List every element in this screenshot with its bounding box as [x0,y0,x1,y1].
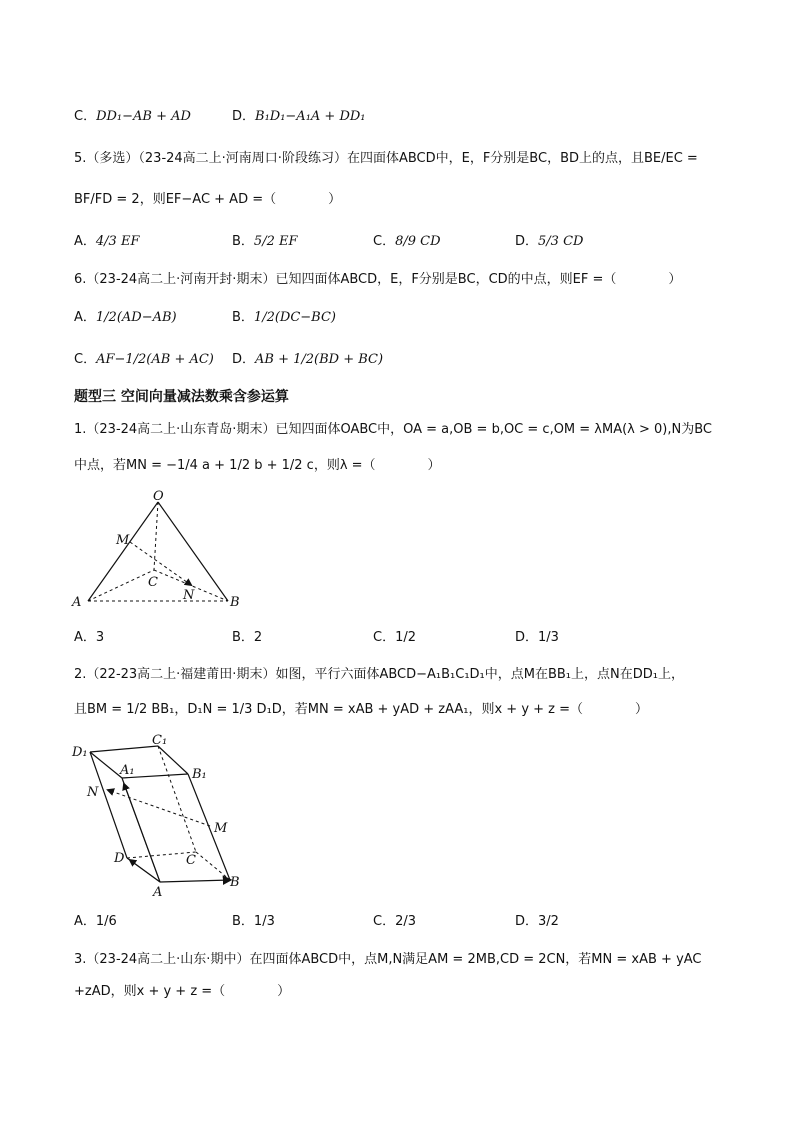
label-b: B [230,595,240,610]
q6-option-d[interactable] [232,350,383,370]
option-label: C． [373,234,396,249]
option-expr: 1/2(DC−BC) [253,310,336,325]
option-label: B． [232,310,254,325]
option-label: C． [373,914,396,929]
q4-option-c[interactable] [74,107,191,127]
option-expr: 3/2 [538,914,559,929]
option-label: D． [232,109,256,124]
label-m: M [214,821,228,836]
q4-option-d[interactable] [232,107,366,127]
section-title: 题型三 空间向量减法数乘含参运算 [74,389,289,405]
option-label: A． [74,630,96,645]
edge-d1c1 [90,746,158,752]
label-b: B [230,875,240,890]
option-label: D． [515,914,539,929]
p2-option-c[interactable] [373,912,416,932]
edge-ab [160,880,230,882]
label-b1: B₁ [192,767,207,782]
option-expr: 2/3 [395,914,416,929]
option-expr: 1/3 [538,630,559,645]
q5-stem-line1: 5.（多选）（23-24高二上·河南周口·阶段练习）在四面体ABCD中，E，F分别是BC，BD上的点，且BE/EC = [74,151,698,166]
p1-option-b[interactable] [232,628,262,648]
option-label: D． [515,234,539,249]
option-expr: 5/2 EF [253,234,298,249]
option-expr: 2 [253,630,263,645]
option-label: B． [232,234,254,249]
option-label: A． [74,234,96,249]
p3-stem-line2: +zAD，则x + y + z =（ ） [74,984,291,999]
option-expr: 1/6 [95,914,117,929]
option-label: A． [74,310,96,325]
option-expr: 8/9 CD [395,234,441,249]
label-n: N [87,785,99,800]
option-expr: AF−1/2(AB + AC) [96,352,214,367]
p1-option-c[interactable] [373,628,416,648]
edge-ac [88,570,154,601]
p2-stem-line1: 2.（22-23高二上·福建莆田·期末）如图，平行六面体ABCD−A₁B₁C₁D₁中，点M在BB₁上，点N在DD₁上， [74,667,684,682]
q5-option-a[interactable] [74,232,139,252]
p3-stem-line1: 3.（23-24高二上·山东·期中）在四面体ABCD中，点M,N满足AM = 2MB,CD = 2CN，若MN = xAB + yAC [74,952,702,967]
option-label: B． [232,914,254,929]
option-expr: 1/2 [395,630,416,645]
option-expr: 1/3 [253,914,275,929]
option-expr: 4/3 EF [95,234,140,249]
option-label: D． [515,630,539,645]
option-label: A． [74,914,96,929]
option-expr: 3 [95,630,105,645]
q5-option-d[interactable] [515,232,583,252]
vector-mn [108,790,210,826]
label-n: N [183,588,195,603]
option-label: C． [373,630,396,645]
q5-option-c[interactable] [373,232,441,252]
option-label: D． [232,352,256,367]
p2-option-a[interactable] [74,912,117,932]
parallelepiped-figure [70,734,250,902]
option-label: C． [74,109,97,124]
option-expr: 5/3 CD [538,234,584,249]
option-expr: 1/2(AD−AB) [95,310,177,325]
label-o: O [153,489,164,504]
q6-option-b[interactable] [232,308,336,328]
edge-c1c [158,746,196,852]
p1-option-a[interactable] [74,628,104,648]
p2-stem-line2: 且BM = 1/2 BB₁，D₁N = 1/3 D₁D，若MN = xAB + yAD + zAA₁，则x + y + z =（ ） [74,702,649,717]
label-c: C [148,575,158,590]
label-d1: D₁ [72,745,88,760]
label-a1: A₁ [120,763,135,778]
label-a: A [153,885,163,900]
q6-stem: 6.（23-24高二上·河南开封·期末）已知四面体ABCD，E，F分别是BC，CD的中点，则EF =（ ） [74,272,682,287]
label-a: A [72,595,82,610]
vector-mn [130,542,191,585]
option-label: C． [74,352,97,367]
p1-option-d[interactable] [515,628,559,648]
label-c1: C₁ [152,733,168,748]
option-expr: B₁D₁−A₁A + DD₁ [255,109,366,124]
vector-aa1 [124,784,160,882]
option-label: B． [232,630,254,645]
label-m: M [116,533,130,548]
p2-option-b[interactable] [232,912,275,932]
q6-option-a[interactable] [74,308,177,328]
p1-stem-line2: 中点，若MN = −1/4 a + 1/2 b + 1/2 c，则λ =（ ） [74,458,441,473]
option-expr: DD₁−AB + AD [96,109,191,124]
q5-stem-line2: BF/FD = 2，则EF−AC + AD =（ ） [74,192,342,207]
label-d: D [114,851,125,866]
p2-option-d[interactable] [515,912,559,932]
q5-option-b[interactable] [232,232,298,252]
option-expr: AB + 1/2(BD + BC) [255,352,384,367]
label-c: C [186,853,196,868]
tetrahedron-figure [70,488,250,616]
p1-stem-line1: 1.（23-24高二上·山东青岛·期末）已知四面体OABC中，OA = a,OB = b,OC = c,OM = λMA(λ > 0),N为BC [74,422,712,437]
q6-option-c[interactable] [74,350,214,370]
